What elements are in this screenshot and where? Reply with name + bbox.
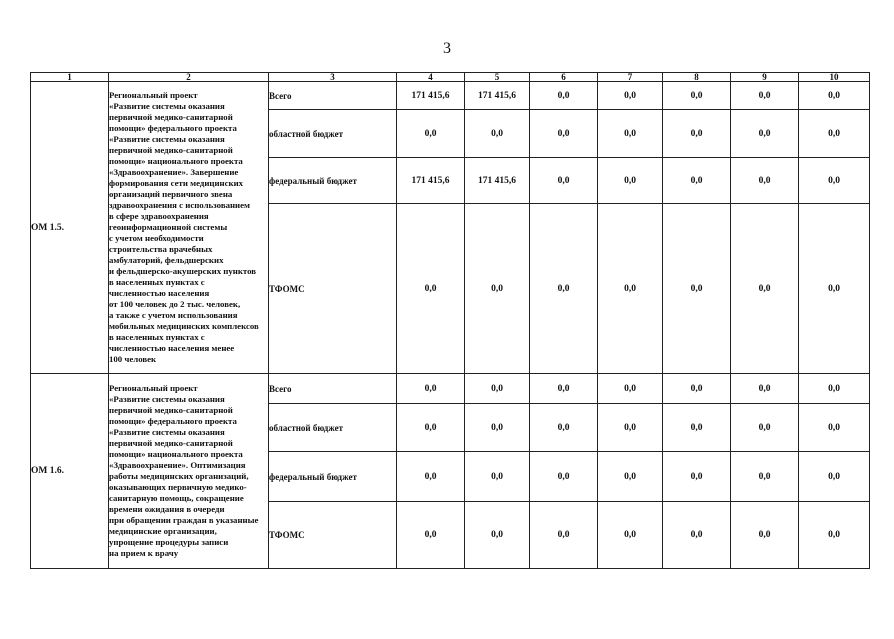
description-line: медицинские организации, bbox=[109, 526, 217, 536]
amount-cell: 0,0 bbox=[663, 158, 731, 204]
description-line: 100 человек bbox=[109, 354, 157, 364]
activity-description bbox=[109, 82, 269, 374]
amount-cell: 171 415,6 bbox=[397, 158, 465, 204]
description-line: упрощение процедуры записи bbox=[109, 537, 229, 547]
amount-cell: 171 415,6 bbox=[397, 82, 465, 110]
amount-cell: 0,0 bbox=[465, 204, 530, 374]
amount-cell: 0,0 bbox=[598, 110, 663, 158]
description-line: санитарную помощь, сокращение bbox=[109, 493, 244, 503]
column-header: 7 bbox=[598, 73, 663, 82]
amount-cell: 0,0 bbox=[465, 374, 530, 404]
description-line: помощи» национального проекта bbox=[109, 449, 243, 459]
description-line: «Развитие системы оказания bbox=[109, 427, 225, 437]
amount-cell: 0,0 bbox=[530, 502, 598, 569]
description-line: организаций первичного звена bbox=[109, 189, 233, 199]
amount-cell: 0,0 bbox=[663, 502, 731, 569]
amount-cell: 0,0 bbox=[397, 374, 465, 404]
amount-cell: 0,0 bbox=[530, 158, 598, 204]
description-line: в сфере здравоохранения bbox=[109, 211, 209, 221]
amount-cell: 0,0 bbox=[731, 374, 799, 404]
amount-cell: 0,0 bbox=[731, 452, 799, 502]
funding-source: ТФОМС bbox=[269, 204, 397, 374]
amount-cell: 0,0 bbox=[530, 110, 598, 158]
amount-cell: 0,0 bbox=[598, 374, 663, 404]
amount-cell: 0,0 bbox=[663, 374, 731, 404]
description-line: «Развитие системы оказания bbox=[109, 134, 225, 144]
amount-cell: 171 415,6 bbox=[465, 82, 530, 110]
description-line: от 100 человек до 2 тыс. человек, bbox=[109, 299, 241, 309]
description-line: в населенных пунктах с bbox=[109, 332, 205, 342]
description-line: и фельдшерско-акушерских пунктов bbox=[109, 266, 257, 276]
description-line: работы медицинских организаций, bbox=[109, 471, 249, 481]
amount-cell: 0,0 bbox=[799, 452, 870, 502]
funding-source: федеральный бюджет bbox=[269, 452, 397, 502]
amount-cell: 0,0 bbox=[663, 110, 731, 158]
amount-cell: 0,0 bbox=[799, 374, 870, 404]
amount-cell: 0,0 bbox=[663, 404, 731, 452]
amount-cell: 0,0 bbox=[397, 452, 465, 502]
table-row bbox=[31, 82, 870, 110]
description-line: первичной медико-санитарной bbox=[109, 145, 233, 155]
amount-cell: 0,0 bbox=[663, 82, 731, 110]
description-line: амбулаторий, фельдшерских bbox=[109, 255, 224, 265]
amount-cell: 0,0 bbox=[465, 502, 530, 569]
amount-cell: 0,0 bbox=[731, 404, 799, 452]
column-header: 2 bbox=[109, 73, 269, 82]
header-row bbox=[31, 73, 870, 82]
description-line: времени ожидания в очереди bbox=[109, 504, 225, 514]
description-line: геоинформационной системы bbox=[109, 222, 228, 232]
description-line: в населенных пунктах с bbox=[109, 277, 205, 287]
column-header: 5 bbox=[465, 73, 530, 82]
funding-source: Всего bbox=[269, 374, 397, 404]
column-header: 4 bbox=[397, 73, 465, 82]
description-line: помощи» федерального проекта bbox=[109, 416, 237, 426]
description-line: численностью населения менее bbox=[109, 343, 235, 353]
description-line: а также с учетом использования bbox=[109, 310, 238, 320]
amount-cell: 0,0 bbox=[465, 110, 530, 158]
description-line: первичной медико-санитарной bbox=[109, 405, 233, 415]
description-line: на прием к врачу bbox=[109, 548, 179, 558]
description-line: с учетом необходимости bbox=[109, 233, 204, 243]
page-number: 3 bbox=[443, 40, 451, 57]
amount-cell: 0,0 bbox=[799, 82, 870, 110]
amount-cell: 0,0 bbox=[799, 404, 870, 452]
description-line: «Здравоохранение». Оптимизация bbox=[109, 460, 246, 470]
description-line: оказывающих первичную медико- bbox=[109, 482, 247, 492]
amount-cell: 0,0 bbox=[799, 110, 870, 158]
description-line: «Развитие системы оказания bbox=[109, 101, 225, 111]
amount-cell: 0,0 bbox=[731, 82, 799, 110]
column-header: 6 bbox=[530, 73, 598, 82]
amount-cell: 0,0 bbox=[465, 452, 530, 502]
amount-cell: 0,0 bbox=[598, 82, 663, 110]
amount-cell: 0,0 bbox=[530, 452, 598, 502]
amount-cell: 0,0 bbox=[598, 158, 663, 204]
amount-cell: 0,0 bbox=[598, 502, 663, 569]
column-header: 10 bbox=[799, 73, 870, 82]
column-header: 1 bbox=[31, 73, 109, 82]
funding-source: областной бюджет bbox=[269, 110, 397, 158]
amount-cell: 0,0 bbox=[731, 158, 799, 204]
description-line: мобильных медицинских комплексов bbox=[109, 321, 259, 331]
description-line: Региональный проект bbox=[109, 90, 198, 100]
amount-cell: 0,0 bbox=[530, 82, 598, 110]
amount-cell: 0,0 bbox=[397, 204, 465, 374]
amount-cell: 171 415,6 bbox=[465, 158, 530, 204]
column-header: 3 bbox=[269, 73, 397, 82]
funding-source: Всего bbox=[269, 82, 397, 110]
description-line: первичной медико-санитарной bbox=[109, 112, 233, 122]
activity-description bbox=[109, 374, 269, 569]
amount-cell: 0,0 bbox=[598, 404, 663, 452]
funding-source: ТФОМС bbox=[269, 502, 397, 569]
amount-cell: 0,0 bbox=[731, 204, 799, 374]
amount-cell: 0,0 bbox=[397, 110, 465, 158]
amount-cell: 0,0 bbox=[799, 158, 870, 204]
column-header: 9 bbox=[731, 73, 799, 82]
amount-cell: 0,0 bbox=[530, 204, 598, 374]
description-line: «Развитие системы оказания bbox=[109, 394, 225, 404]
description-line: «Здравоохранение». Завершение bbox=[109, 167, 239, 177]
description-line: строительства врачебных bbox=[109, 244, 213, 254]
activity-code: ОМ 1.5. bbox=[31, 82, 109, 374]
amount-cell: 0,0 bbox=[731, 110, 799, 158]
description-line: первичной медико-санитарной bbox=[109, 438, 233, 448]
amount-cell: 0,0 bbox=[799, 502, 870, 569]
amount-cell: 0,0 bbox=[663, 204, 731, 374]
amount-cell: 0,0 bbox=[530, 374, 598, 404]
amount-cell: 0,0 bbox=[598, 204, 663, 374]
funding-source: федеральный бюджет bbox=[269, 158, 397, 204]
activity-code: ОМ 1.6. bbox=[31, 374, 109, 569]
description-line: формирования сети медицинских bbox=[109, 178, 244, 188]
description-line: при обращении граждан в указанные bbox=[109, 515, 259, 525]
table-row bbox=[31, 374, 870, 404]
amount-cell: 0,0 bbox=[397, 502, 465, 569]
amount-cell: 0,0 bbox=[731, 502, 799, 569]
description-line: численностью населения bbox=[109, 288, 210, 298]
description-line: Региональный проект bbox=[109, 383, 198, 393]
amount-cell: 0,0 bbox=[598, 452, 663, 502]
description-line: помощи» федерального проекта bbox=[109, 123, 237, 133]
funding-source: областной бюджет bbox=[269, 404, 397, 452]
amount-cell: 0,0 bbox=[663, 452, 731, 502]
amount-cell: 0,0 bbox=[397, 404, 465, 452]
description-line: помощи» национального проекта bbox=[109, 156, 243, 166]
financing-table bbox=[30, 72, 870, 569]
amount-cell: 0,0 bbox=[799, 204, 870, 374]
description-line: здравоохранения с использованием bbox=[109, 200, 251, 210]
column-header: 8 bbox=[663, 73, 731, 82]
amount-cell: 0,0 bbox=[465, 404, 530, 452]
amount-cell: 0,0 bbox=[530, 404, 598, 452]
